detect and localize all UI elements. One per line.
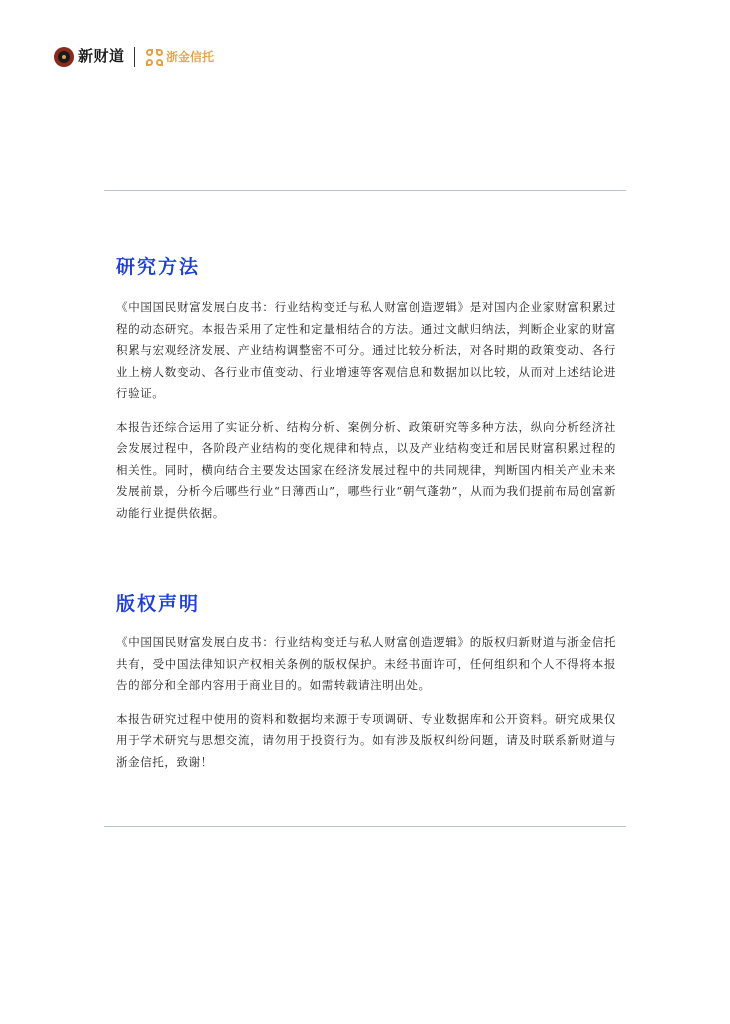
copyright-title: 版权声明 xyxy=(116,593,201,615)
zhejin-trust-emblem-icon xyxy=(146,49,163,66)
methods-body xyxy=(116,297,616,536)
methods-title: 研究方法 xyxy=(116,256,201,278)
zhejin-trust-logo-text: 浙金信托 xyxy=(166,49,215,64)
page-header xyxy=(54,44,214,70)
xincaidao-logo-text: 新财道 xyxy=(78,46,125,65)
copyright-paragraph: 本报告研究过程中使用的资料和数据均来源于专项调研、专业数据库和公开资料。研究成果仅用于学术研究与思想交流，请勿用于投资行为。如有涉及版权纠纷问题，请及时联系新财道与浙金信托，致谢！ xyxy=(116,711,616,769)
xincaidao-emblem-icon xyxy=(54,47,74,67)
bottom-divider xyxy=(104,826,626,827)
methods-paragraph: 《中国国民财富发展白皮书：行业结构变迁与私人财富创造逻辑》是对国内企业家财富积累过程的动态研究。本报告采用了定性和定量相结合的方法。通过文献归纳法，判断企业家的财富积累与宏观经济发展、产业结构调整密不可分。通过比较分析法，对各时期的政策变动、各行业上榜人数变动、各行业市值变动、行业增速等客观信息和数据加以比较，从而对上述结论进行验证。 xyxy=(116,300,616,400)
header-divider xyxy=(134,47,136,67)
zhejin-trust-logo xyxy=(146,49,214,66)
copyright-paragraph: 《中国国民财富发展白皮书：行业结构变迁与私人财富创造逻辑》的版权归新财道与浙金信托共有，受中国法律知识产权相关条例的版权保护。未经书面许可，任何组织和个人不得将本报告的部分和全部内容用于商业目的。如需转载请注明出处。 xyxy=(116,635,616,692)
copyright-body xyxy=(116,632,616,785)
xincaidao-logo xyxy=(54,47,125,67)
methods-paragraph: 本报告还综合运用了实证分析、结构分析、案例分析、政策研究等多种方法，纵向分析经济社会发展过程中，各阶段产业结构的变化规律和特点，以及产业结构变迁和居民财富积累过程的相关性。同时，横向结合主要发达国家在经济发展过程中的共同规律，判断国内相关产业未来发展前景，分析今后哪些行业“日薄西山”，哪些行业“朝气蓬勃”，从而为我们提前布局创富新动能行业提供依据。 xyxy=(116,419,616,520)
top-divider xyxy=(104,190,626,191)
